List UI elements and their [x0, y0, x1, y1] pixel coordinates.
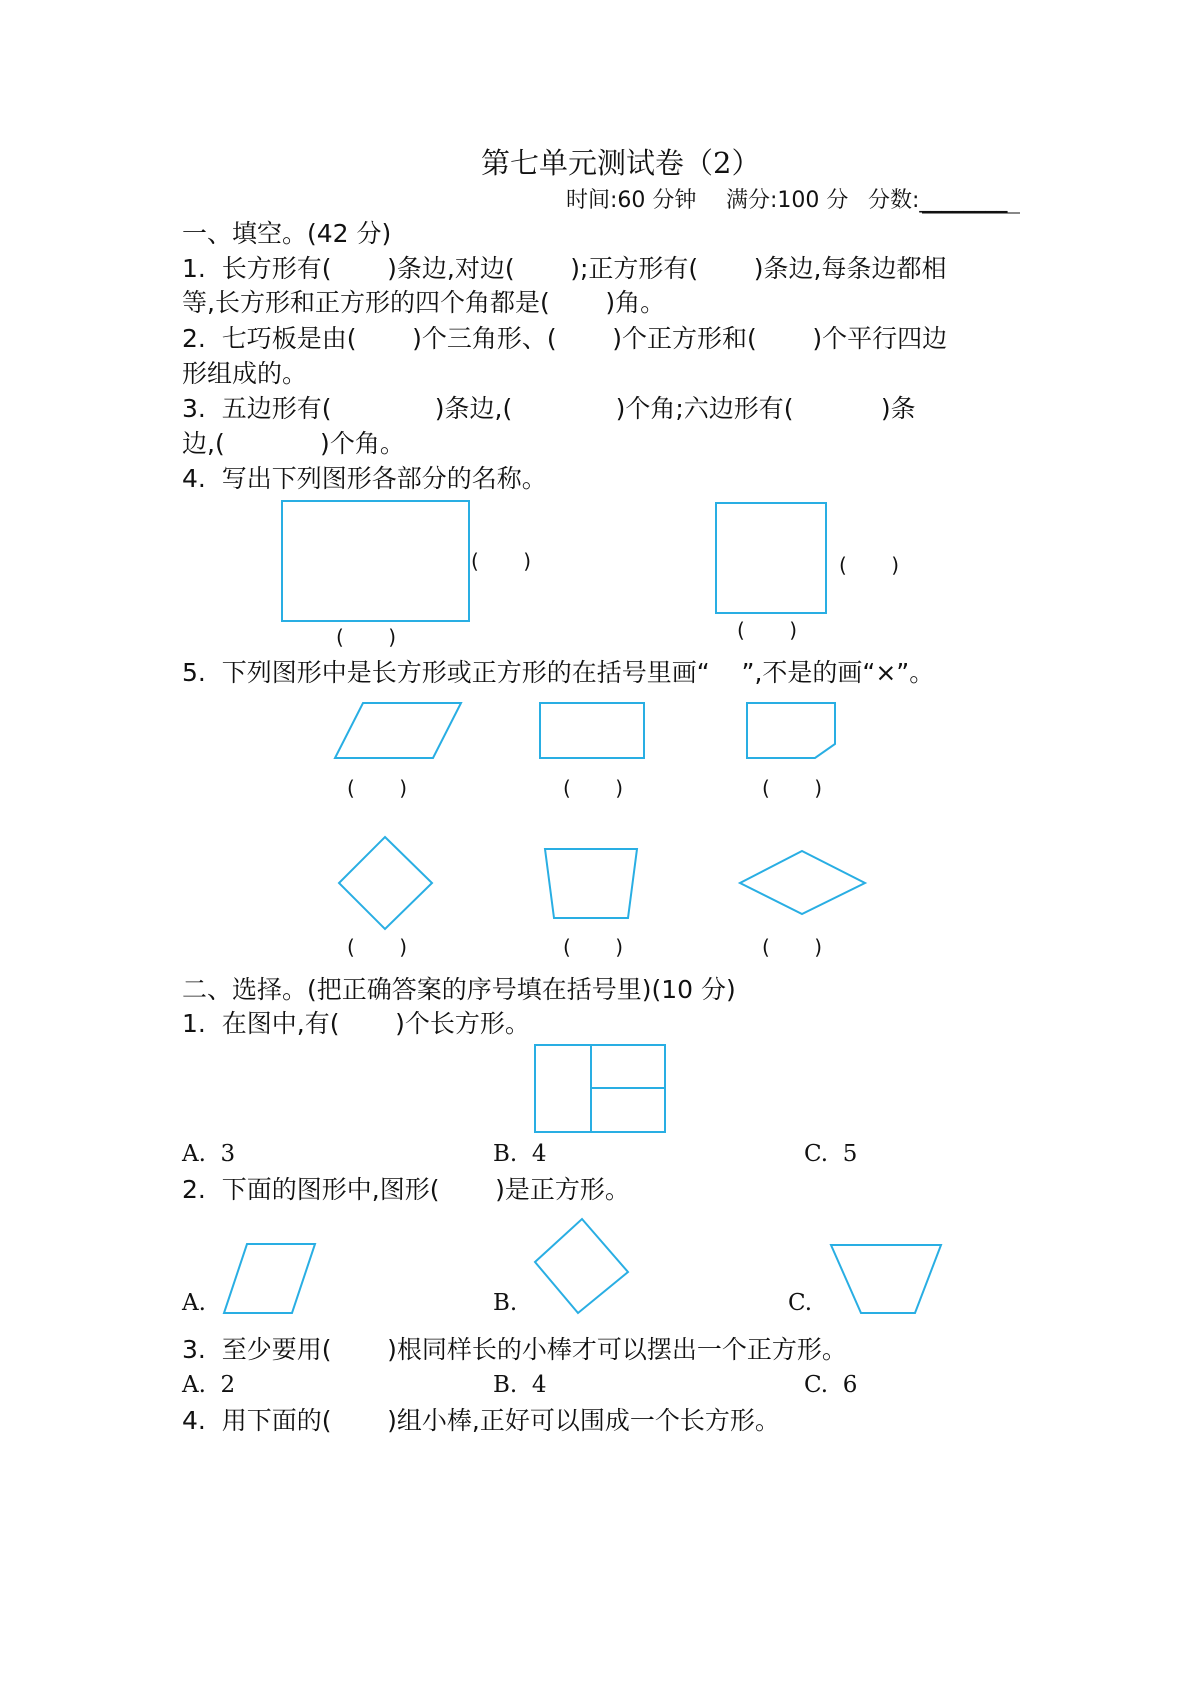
answer-blank[interactable]: ( )	[347, 776, 408, 800]
question-1-5: 5. 下列图形中是长方形或正方形的在括号里画“ ”,不是的画“×”。	[182, 658, 935, 687]
option-a[interactable]: A.	[182, 1290, 206, 1316]
rectangle-figure	[282, 501, 469, 621]
section1-heading: 一、填空。(42 分)	[182, 219, 392, 248]
answer-blank[interactable]: ( )	[762, 776, 823, 800]
full-score-info: 满分:100 分	[726, 188, 849, 213]
question-2-4: 4. 用下面的( )组小棒,正好可以围成一个长方形。	[182, 1406, 780, 1435]
section2-heading: 二、选择。(把正确答案的序号填在括号里)(10 分)	[182, 975, 736, 1004]
question-1-1: 1. 长方形有( )条边,对边( );正方形有( )条边,每条边都相	[182, 254, 947, 283]
time-info: 时间:60 分钟	[566, 188, 697, 213]
option-a[interactable]: A. 3	[182, 1141, 236, 1167]
option-c[interactable]: C. 5	[804, 1141, 858, 1167]
option-b[interactable]: B. 4	[493, 1372, 547, 1398]
cut-corner-rectangle-figure	[747, 703, 835, 758]
page-title: 第七单元测试卷（2）	[481, 146, 761, 180]
answer-blank[interactable]: ( )	[839, 553, 900, 577]
answer-blank[interactable]: ( )	[563, 935, 624, 959]
option-c[interactable]: C. 6	[804, 1372, 858, 1398]
square-figure	[716, 503, 826, 613]
option-c[interactable]: C.	[788, 1290, 813, 1316]
tilted-square-figure	[339, 837, 432, 929]
answer-blank[interactable]: ( )	[336, 625, 397, 649]
answer-blank[interactable]: ( )	[471, 549, 532, 573]
question-1-3: 3. 五边形有( )条边,( )个角;六边形有( )条	[182, 394, 916, 423]
question-1-1-cont: 等,长方形和正方形的四个角都是( )角。	[182, 288, 666, 317]
question-1-2-cont: 形组成的。	[182, 359, 308, 388]
trapezoid-figure	[545, 849, 637, 918]
option-b[interactable]: B. 4	[493, 1141, 547, 1167]
option-b[interactable]: B.	[493, 1290, 518, 1316]
question-2-1: 1. 在图中,有( )个长方形。	[182, 1009, 530, 1038]
trapezoid-figure	[831, 1245, 941, 1313]
parallelogram-figure	[224, 1244, 315, 1313]
rhombus-figure	[740, 851, 865, 914]
answer-blank[interactable]: ( )	[762, 935, 823, 959]
question-2-3: 3. 至少要用( )根同样长的小棒才可以摆出一个正方形。	[182, 1335, 847, 1364]
rectangle-figure	[540, 703, 644, 758]
parallelogram-figure	[335, 703, 461, 758]
question-1-2: 2. 七巧板是由( )个三角形、( )个正方形和( )个平行四边	[182, 324, 948, 353]
answer-blank[interactable]: ( )	[737, 618, 798, 642]
question-1-4: 4. 写出下列图形各部分的名称。	[182, 464, 547, 493]
option-a[interactable]: A. 2	[182, 1372, 236, 1398]
score-field[interactable]: 分数:________	[868, 188, 1008, 213]
answer-blank[interactable]: ( )	[347, 935, 408, 959]
tilted-square-figure	[535, 1219, 628, 1313]
answer-blank[interactable]: ( )	[563, 776, 624, 800]
question-1-3-cont: 边,( )个角。	[182, 429, 405, 458]
question-2-2: 2. 下面的图形中,图形( )是正方形。	[182, 1175, 630, 1204]
